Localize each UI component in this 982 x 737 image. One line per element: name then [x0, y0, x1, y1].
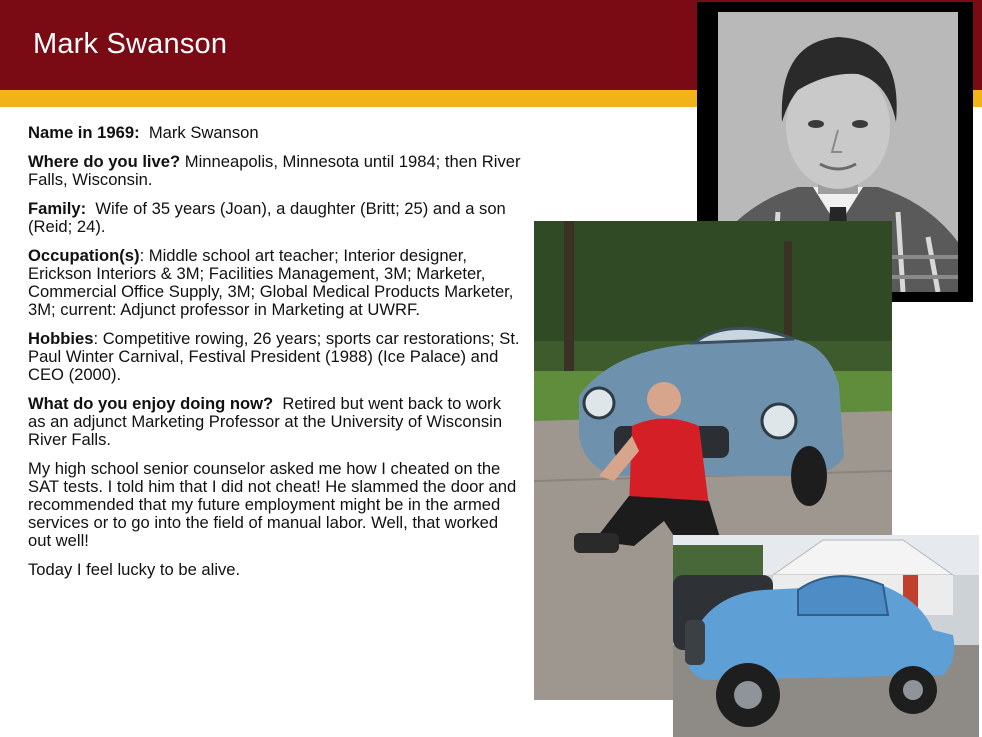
bio-story: My high school senior counselor asked me how I cheated on the SAT tests. I told him that I did not cheat! He slammed the door and recommended that my future employment might be in the armed services or to go into the field of manual labor. Well, that worked out well!: [28, 459, 517, 550]
bio-occupation: Occupation(s): Middle school art teacher; Interior designer, Erickson Interiors & 3M; Facilities Management, 3M; Marketer, Commercial Office Supply, 3M; Global Medical Products Marketer, 3M; current: Adjunct professor in Marketing at UWRF.: [28, 246, 514, 319]
slide-title: Mark Swanson: [33, 28, 228, 60]
bio-family: Family: Wife of 35 years (Joan), a daughter (Britt; 25) and a son (Reid; 24).: [28, 199, 506, 236]
bio-live: Where do you live? Minneapolis, Minnesota until 1984; then River Falls, Wisconsin.: [28, 152, 521, 189]
bio-name: Name in 1969: Mark Swanson: [28, 123, 259, 142]
bio-enjoy: What do you enjoy doing now? Retired but went back to work as an adjunct Marketing Professor at the University of Wisconsin River Falls.: [28, 394, 503, 449]
bio-text: [28, 124, 523, 590]
chevy-coupe-photo: [673, 535, 979, 737]
bio-hobbies: Hobbies: Competitive rowing, 26 years; sports car restorations; St. Paul Winter Carnival, Festival President (1988) (Ice Palace) and CEO (2000).: [28, 329, 520, 384]
bio-closing: Today I feel lucky to be alive.: [28, 560, 241, 579]
